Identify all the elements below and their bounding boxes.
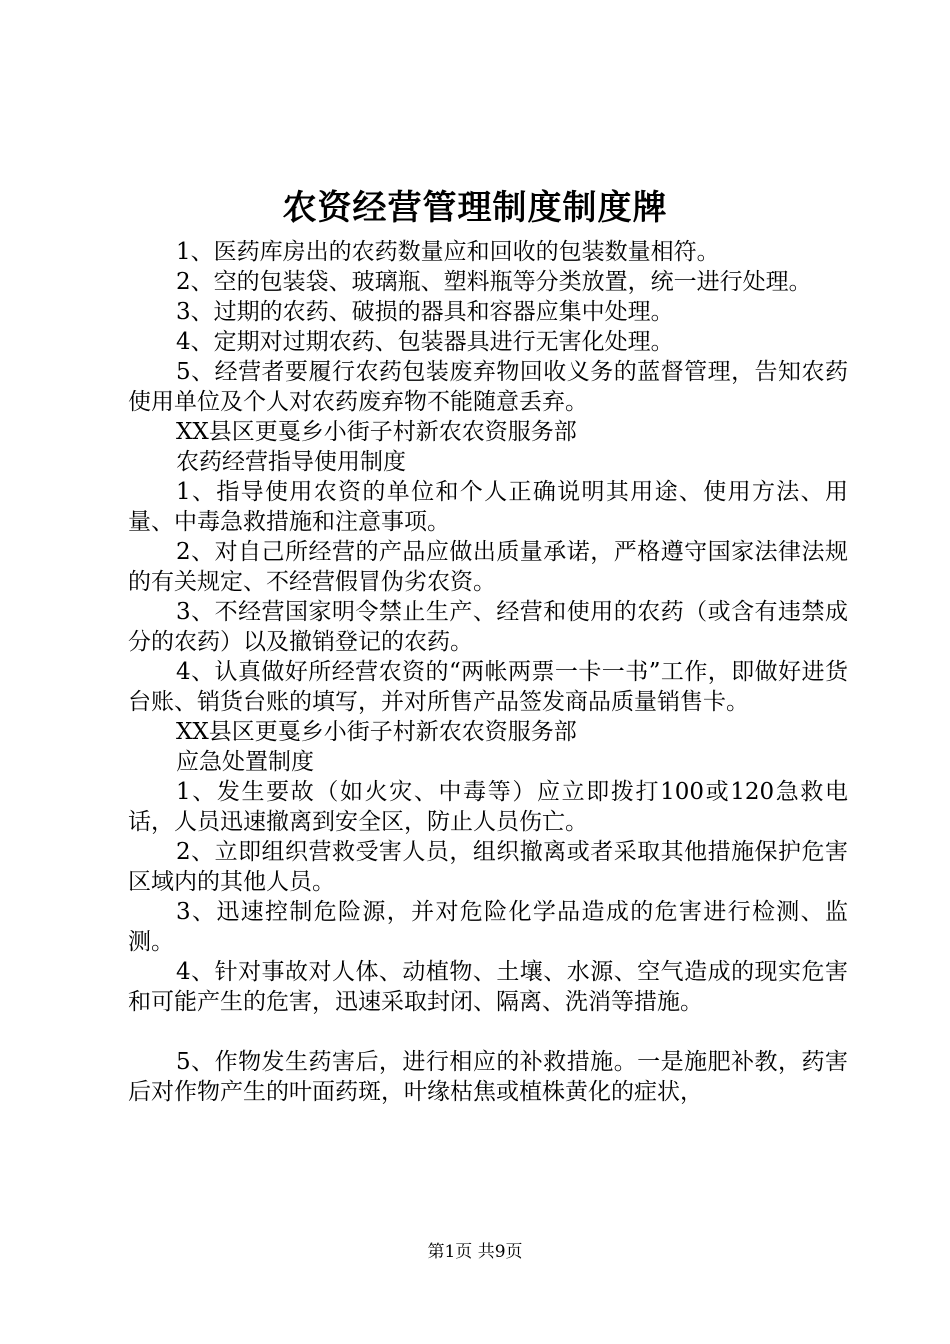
paragraph: 2、空的包装袋、玻璃瓶、塑料瓶等分类放置，统一进行处理。 [176,269,812,295]
paragraph: 1、发生要故（如火灾、中毒等）应立即拨打100或120急救电话，人员迅速撤离到安全区，防止人员伤亡。 [128,779,848,835]
paragraph: 5、经营者要履行农药包装废弃物回收义务的蓝督管理，告知农药使用单位及个人对农药废弃物不能随意丢弃。 [128,359,848,415]
organization-signature: XX县区更戛乡小街子村新农农资服务部 [176,419,577,445]
organization-signature: XX县区更戛乡小街子村新农农资服务部 [176,719,577,745]
paragraph-gap [128,1017,848,1047]
paragraph: 1、医药库房出的农药数量应和回收的包装数量相符。 [176,239,720,265]
paragraph: 4、定期对过期农药、包装器具进行无害化处理。 [176,329,674,355]
paragraph: 1、指导使用农资的单位和个人正确说明其用途、使用方法、用量、中毒急救措施和注意事项。 [128,479,848,535]
paragraph: 2、立即组织营救受害人员，组织撤离或者采取其他措施保护危害区域内的其他人员。 [128,839,848,895]
document-title: 农资经营管理制度制度牌 [282,188,668,228]
paragraph: 4、针对事故对人体、动植物、土壤、水源、空气造成的现实危害和可能产生的危害，迅速采取封闭、隔离、洗消等措施。 [128,959,848,1015]
paragraph: 2、对自己所经营的产品应做出质量承诺，严格遵守国家法律法规的有关规定、不经营假冒伪劣农资。 [128,539,848,595]
section-heading: 农药经营指导使用制度 [176,449,406,475]
paragraph: 3、不经营国家明令禁止生产、经营和使用的农药（或含有违禁成分的农药）以及撤销登记的农药。 [128,599,848,655]
paragraph: 4、认真做好所经营农资的“两帐两票一卡一书”工作，即做好进货台账、销货台账的填写，并对所售产品签发商品质量销售卡。 [128,659,848,715]
page-number-footer: 第1页 共9页 [427,1242,523,1262]
paragraph: 3、过期的农药、破损的器具和容器应集中处理。 [176,299,674,325]
document-body [128,237,848,1107]
paragraph: 5、作物发生药害后，进行相应的补救措施。一是施肥补教，药害后对作物产生的叶面药斑，叶缘枯焦或植株黄化的症状， [128,1049,848,1105]
section-heading: 应急处置制度 [176,749,314,775]
paragraph: 3、迅速控制危险源，并对危险化学品造成的危害进行检测、监测。 [128,899,848,955]
